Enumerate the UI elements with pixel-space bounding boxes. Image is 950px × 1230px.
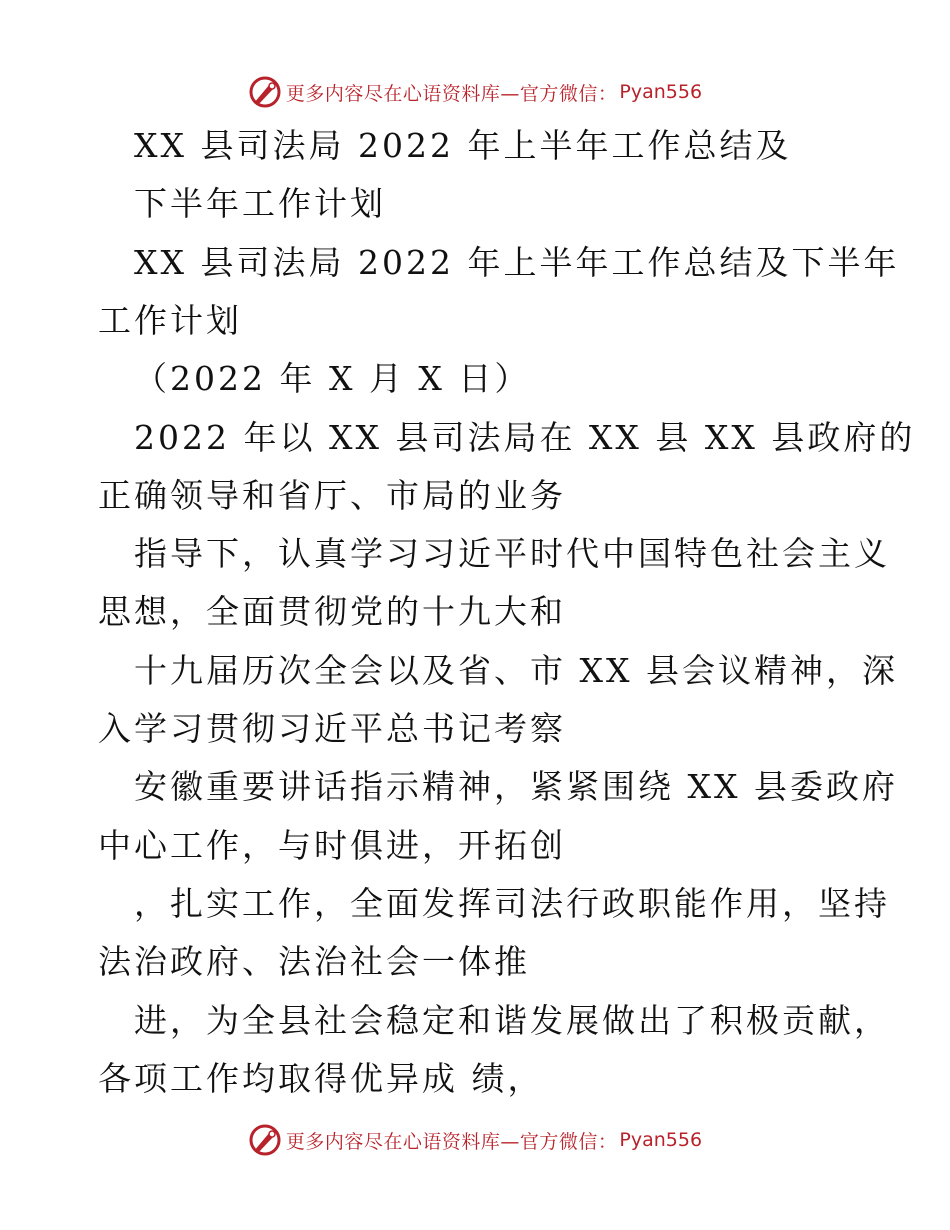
paragraph-line: 中心工作，与时俱进，开拓创: [98, 826, 566, 865]
paragraph-line: 入学习贯彻习近平总书记考察: [98, 709, 566, 748]
header-banner: [0, 70, 950, 114]
paragraph-line: ，扎实工作，全面发挥司法行政职能作用，坚持: [134, 884, 890, 923]
pen-logo-icon: [248, 75, 282, 109]
paragraph-line: 2022 年以 XX 县司法局在 XX 县 XX 县政府的: [134, 418, 916, 457]
banner-text: 更多内容尽在心语资料库—官方微信：: [285, 1130, 618, 1153]
doc-title-line: XX 县司法局 2022 年上半年工作总结及: [134, 126, 792, 165]
paragraph-line: 正确领导和省厅、市局的业务: [98, 476, 566, 515]
footer-banner: [0, 1118, 950, 1162]
banner-wechat-id: Pyan556: [619, 81, 703, 103]
doc-title-line: 下半年工作计划: [134, 184, 386, 223]
doc-heading-line: 工作计划: [98, 301, 242, 340]
paragraph-line: 思想，全面贯彻党的十九大和: [98, 592, 566, 631]
paragraph-line: 进，为全县社会稳定和谐发展做出了积极贡献，: [134, 1001, 890, 1040]
doc-heading-line: XX 县司法局 2022 年上半年工作总结及下半年: [134, 243, 900, 282]
paragraph-line: 十九届历次全会以及省、市 XX 县会议精神，深: [134, 651, 898, 690]
paragraph-line: 指导下，认真学习习近平时代中国特色社会主义: [134, 534, 890, 573]
paragraph-line: 法治政府、法治社会一体推: [98, 942, 530, 981]
banner-text: 更多内容尽在心语资料库—官方微信：: [285, 82, 618, 105]
paragraph-line: 安徽重要讲话指示精神，紧紧围绕 XX 县委政府: [134, 767, 898, 806]
banner-wechat-id: Pyan556: [619, 1129, 703, 1151]
doc-date: （2022 年 X 月 X 日）: [134, 359, 531, 398]
paragraph-line: 各项工作均取得优异成 绩，: [98, 1059, 544, 1098]
pen-logo-icon: [248, 1123, 282, 1157]
